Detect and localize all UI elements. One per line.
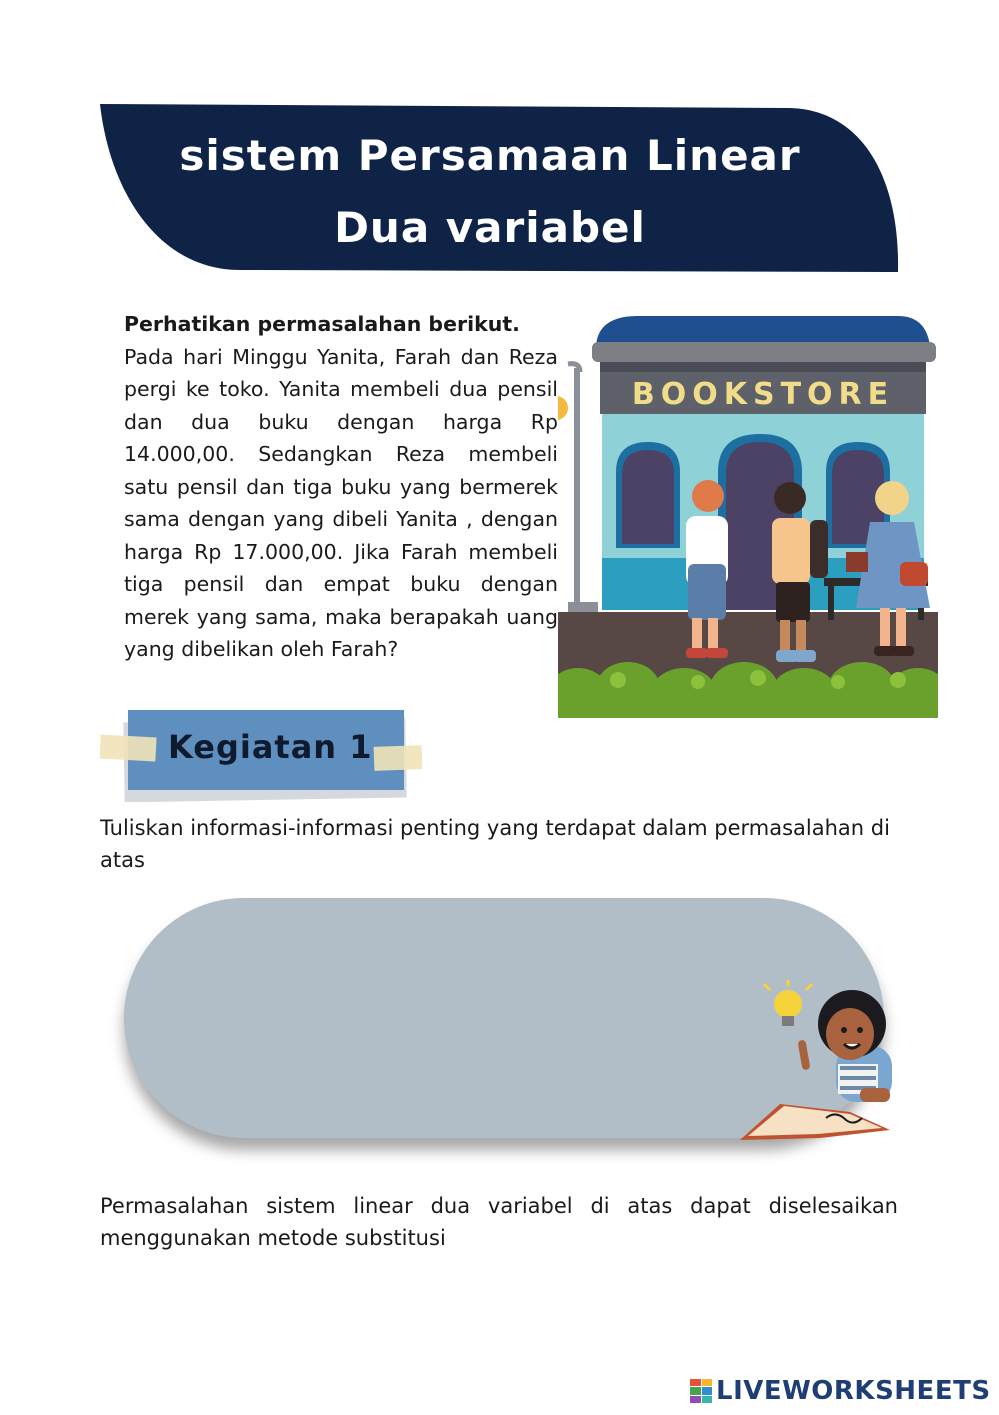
page-title <box>140 120 840 264</box>
activity-title: Kegiatan 1 <box>168 728 373 766</box>
logo-icon <box>690 1379 712 1403</box>
title-line-2: Dua variabel <box>334 203 646 252</box>
title-line-1: sistem Persamaan Linear <box>179 131 801 180</box>
liveworksheets-logo <box>690 1374 991 1408</box>
method-text: Permasalahan sistem linear dua variabel di atas dapat diselesaikan menggunakan metode substitusi <box>100 1194 898 1250</box>
problem-heading: Perhatikan permasalahan berikut. <box>124 312 520 336</box>
logo-text: LIVEWORKSHEETS <box>716 1376 991 1406</box>
girl-idea-illustration <box>740 980 910 1150</box>
bookstore-illustration <box>558 312 938 718</box>
activity-instruction: Tuliskan informasi-informasi penting yang terdapat dalam permasalahan di atas <box>100 816 890 872</box>
problem-body: Pada hari Minggu Yanita, Farah dan Reza pergi ke toko. Yanita membeli dua pensil dan dua buku dengan harga Rp 14.000,00. Sedangkan Reza membeli satu pensil dan tiga buku yang bermerek sama dengan yang dibeli Yanita , dengan harga Rp 17.000,00. Jika Farah membeli tiga pensil dan empat buku dengan merek yang sama, maka berapakah uang yang dibelikan oleh Farah? <box>124 344 558 661</box>
problem-statement <box>124 308 558 666</box>
store-sign-text: BOOKSTORE <box>631 377 895 412</box>
